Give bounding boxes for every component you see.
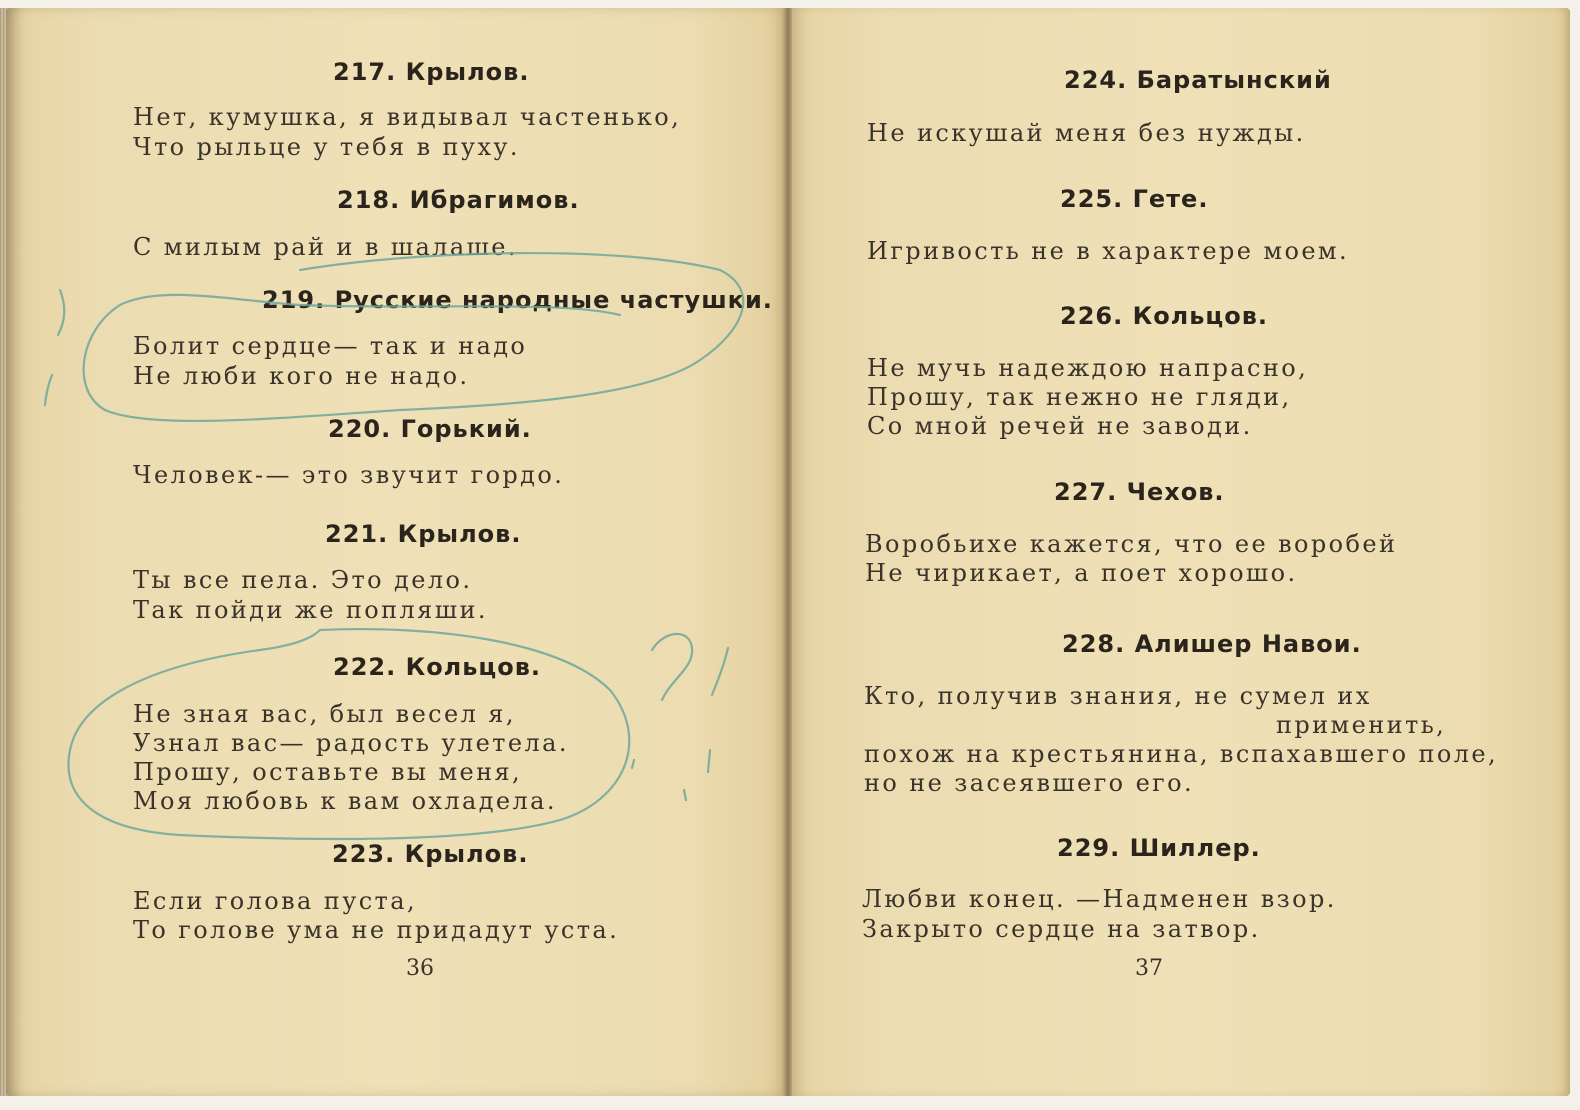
- left-page: [6, 8, 784, 1096]
- entry-line: Не зная вас, был весел я,: [133, 700, 516, 728]
- entry-line: Кто, получив знания, не сумел их: [864, 682, 1372, 710]
- entry-line: Со мной речей не заводи.: [867, 412, 1253, 440]
- entry-heading: 224. Баратынский: [1064, 66, 1332, 94]
- entry-line: но не засеявшего его.: [864, 769, 1195, 797]
- entry-line: Болит сердце— так и надо: [133, 332, 528, 360]
- entry-line: Прошу, оставьте вы меня,: [133, 758, 523, 786]
- entry-line: Любви конец. —Надменен взор.: [862, 885, 1337, 913]
- entry-heading: 228. Алишер Навои.: [1062, 630, 1362, 658]
- entry-line: похож на крестьянина, вспахавшего поле,: [864, 740, 1499, 768]
- entry-line: Не мучь надеждою напрасно,: [867, 354, 1309, 382]
- entry-heading: 229. Шиллер.: [1057, 834, 1261, 862]
- entry-line: Прошу, так нежно не гляди,: [867, 383, 1292, 411]
- entry-heading: 221. Крылов.: [325, 520, 522, 548]
- entry-line: Не искушай меня без нужды.: [867, 119, 1306, 147]
- entry-heading: 222. Кольцов.: [333, 653, 542, 681]
- entry-heading: 218. Ибрагимов.: [337, 186, 580, 214]
- entry-line: Человек-— это звучит гордо.: [133, 461, 565, 489]
- entry-line: Не люби кого не надо.: [133, 362, 470, 390]
- page-number: 36: [406, 956, 434, 981]
- entry-heading: 220. Горький.: [328, 415, 532, 443]
- entry-line: Узнал вас— радость улетела.: [133, 729, 569, 757]
- entry-heading: 217. Крылов.: [333, 58, 530, 86]
- entry-line: Ты все пела. Это дело.: [133, 566, 473, 594]
- entry-line: Нет, кумушка, я видывал частенько,: [133, 103, 682, 131]
- entry-line: Игривость не в характере моем.: [867, 237, 1350, 265]
- entry-line: Воробьихе кажется, что ее воробей: [865, 530, 1398, 558]
- entry-line: Закрыто сердце на затвор.: [862, 915, 1261, 943]
- entry-heading: 219. Русские народные частушки.: [262, 286, 773, 314]
- entry-line: Что рыльце у тебя в пуху.: [133, 133, 520, 161]
- entry-heading: 226. Кольцов.: [1060, 302, 1269, 330]
- entry-line: Не чирикает, а поет хорошо.: [865, 559, 1298, 587]
- entry-line: То голове ума не придадут уста.: [133, 916, 620, 944]
- entry-line: Так пойди же попляши.: [133, 596, 488, 624]
- right-page: [792, 8, 1570, 1096]
- entry-line: С милым рай и в шалаше.: [133, 233, 518, 261]
- entry-heading: 225. Гете.: [1060, 185, 1209, 213]
- entry-heading: 223. Крылов.: [332, 840, 529, 868]
- page-number: 37: [1135, 956, 1163, 981]
- entry-line: Если голова пуста,: [133, 887, 417, 915]
- entry-line: Моя любовь к вам охладела.: [133, 787, 557, 815]
- entry-heading: 227. Чехов.: [1054, 478, 1225, 506]
- entry-line: применить,: [1276, 711, 1447, 739]
